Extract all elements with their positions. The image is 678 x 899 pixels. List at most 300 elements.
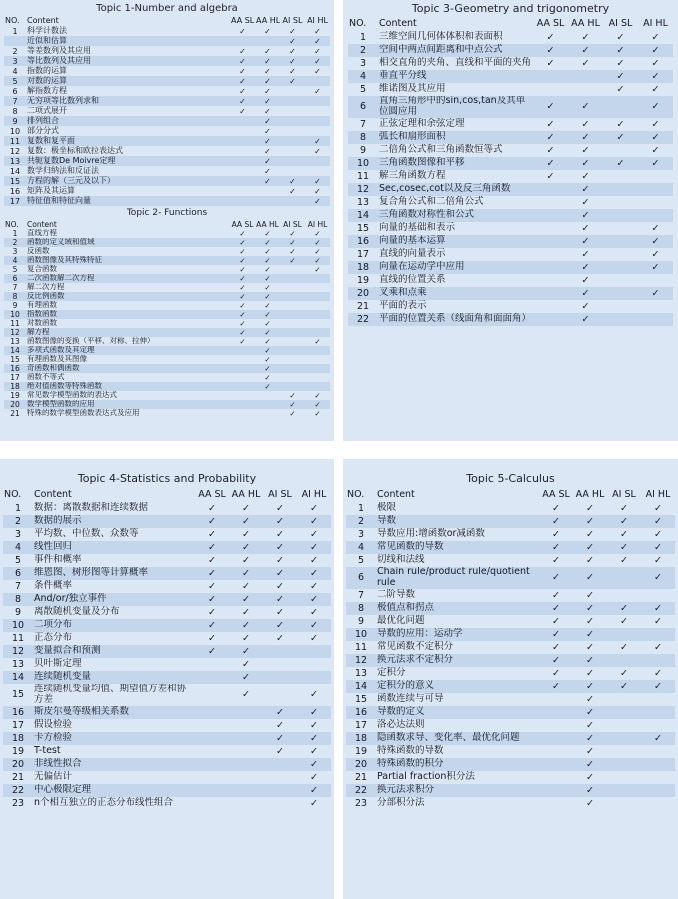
row-number: 7	[357, 589, 365, 601]
check-mark-aa-sl	[533, 222, 568, 235]
check-mark-aa-sl: ✓	[195, 515, 229, 528]
check-mark-aa-hl: ✓	[568, 235, 603, 248]
check-mark-aa-hl: ✓	[581, 170, 590, 182]
check-mark-ai-hl: ✓	[305, 36, 330, 46]
check-mark-ai-hl: ✓	[314, 46, 321, 56]
row-number: 4	[12, 66, 18, 76]
check-mark-ai-hl	[305, 319, 330, 328]
check-mark-aa-sl	[539, 693, 573, 706]
check-mark-ai-hl: ✓	[297, 706, 331, 719]
row-number: 8	[348, 131, 378, 144]
table-row	[346, 541, 675, 554]
check-mark-aa-hl	[255, 36, 280, 46]
row-content: 三角函数图像和平移	[378, 157, 533, 170]
check-mark-ai-hl: ✓	[305, 196, 330, 206]
row-content: 贝叶斯定理	[34, 658, 82, 670]
row-number: 6	[348, 96, 378, 118]
check-mark-aa-sl: ✓	[195, 645, 229, 658]
row-content: 连续随机变量均值、期望值方差和协方差	[34, 684, 187, 705]
check-mark-ai-sl: ✓	[616, 118, 625, 130]
check-mark-ai-hl: ✓	[641, 515, 675, 528]
table-row	[346, 528, 675, 541]
check-mark-aa-sl	[195, 719, 229, 732]
header-no: NO.	[347, 489, 365, 500]
row-number: 16	[346, 706, 376, 719]
check-mark-aa-sl	[230, 355, 255, 364]
table-row	[348, 196, 673, 209]
check-mark-ai-hl	[305, 166, 330, 176]
check-mark-ai-sl: ✓	[263, 732, 297, 745]
check-mark-aa-hl	[229, 771, 263, 784]
check-mark-aa-sl	[539, 706, 573, 719]
check-mark-ai-hl	[297, 671, 331, 684]
row-content: 二倍角公式和三角函数恒等式	[379, 143, 503, 155]
check-mark-aa-sl	[533, 261, 568, 274]
check-mark-aa-hl: ✓	[568, 96, 603, 118]
check-mark-aa-hl	[568, 83, 603, 96]
check-mark-ai-sl: ✓	[607, 515, 641, 528]
check-mark-ai-sl	[607, 797, 641, 810]
row-number: 16	[348, 235, 378, 248]
table-row	[348, 183, 673, 196]
check-mark-ai-sl	[280, 156, 305, 166]
check-mark-aa-sl	[539, 784, 573, 797]
header-ai-sl: AI SL	[283, 219, 302, 229]
row-number: 18	[4, 382, 26, 391]
check-mark-ai-hl: ✓	[310, 771, 318, 783]
check-mark-aa-hl: ✓	[573, 541, 607, 554]
table-row	[3, 580, 331, 593]
row-number: 11	[4, 136, 26, 146]
check-mark-ai-hl	[305, 96, 330, 106]
row-number: 9	[359, 144, 367, 156]
row-content: 特征值和特征向量	[26, 196, 230, 206]
row-number: 15	[11, 689, 25, 701]
check-mark-aa-sl: ✓	[539, 515, 573, 528]
check-mark-aa-sl: ✓	[539, 602, 573, 615]
header-ai-hl: AI HL	[307, 219, 328, 229]
check-mark-ai-sl: ✓	[607, 602, 641, 615]
table-row	[348, 118, 673, 131]
row-number: 18	[3, 732, 33, 745]
row-content: Chain rule/product rule/quotient rule	[376, 567, 539, 589]
check-mark-aa-sl	[195, 658, 229, 671]
row-number: 2	[12, 46, 18, 56]
check-mark-aa-sl: ✓	[208, 633, 216, 644]
check-mark-aa-hl: ✓	[264, 301, 271, 310]
check-mark-aa-sl	[539, 745, 573, 758]
check-mark-aa-hl: ✓	[255, 292, 280, 301]
row-content: 导数	[376, 515, 539, 528]
check-mark-aa-hl: ✓	[255, 346, 280, 355]
table-row	[4, 346, 330, 355]
check-mark-ai-hl: ✓	[310, 797, 318, 809]
check-mark-ai-sl	[280, 196, 305, 206]
check-mark-aa-hl: ✓	[568, 287, 603, 300]
check-mark-ai-hl: ✓	[310, 689, 318, 701]
check-mark-ai-sl	[280, 382, 305, 391]
row-number: 12	[346, 654, 376, 667]
row-content: 向量的基础和表示	[379, 221, 456, 233]
table-row	[3, 732, 331, 745]
topic-5-panel	[343, 459, 678, 899]
table-row	[4, 166, 330, 176]
row-content: 洛必达法则	[377, 718, 425, 730]
check-mark-aa-hl	[229, 784, 263, 797]
row-content: 事件和概率	[34, 554, 82, 566]
row-number: 18	[346, 732, 376, 745]
check-mark-ai-hl: ✓	[314, 146, 321, 156]
check-mark-ai-hl	[297, 645, 331, 658]
header-content: Content	[379, 18, 417, 29]
check-mark-ai-sl	[603, 209, 638, 222]
check-mark-ai-hl: ✓	[297, 593, 331, 606]
check-mark-ai-hl	[641, 784, 675, 797]
row-content: T-test	[34, 744, 61, 756]
check-mark-aa-sl: ✓	[533, 131, 568, 144]
check-mark-ai-hl	[638, 313, 673, 326]
table-row	[4, 116, 330, 126]
row-content: 有理函数及其图像	[27, 355, 87, 364]
check-mark-aa-hl: ✓	[255, 76, 280, 86]
table-row	[346, 706, 675, 719]
row-number: 13	[4, 156, 26, 166]
table-row	[4, 292, 330, 301]
row-content: 复合函数	[27, 265, 57, 274]
row-number: 11	[356, 170, 370, 182]
row-content: 无穷项等比数列求和	[26, 96, 230, 106]
row-content: 等比数列及其应用	[26, 56, 230, 66]
check-mark-aa-hl: ✓	[586, 719, 594, 731]
check-mark-ai-hl	[641, 758, 675, 771]
check-mark-aa-sl	[230, 391, 255, 400]
check-mark-aa-sl: ✓	[539, 680, 573, 693]
check-mark-ai-sl	[603, 144, 638, 157]
table-row	[348, 57, 673, 70]
row-content: 分部积分法	[377, 796, 425, 808]
row-number: 8	[4, 292, 26, 301]
table-row	[346, 680, 675, 693]
check-mark-ai-hl: ✓	[297, 784, 331, 797]
check-mark-ai-sl: ✓	[280, 238, 305, 247]
check-mark-ai-sl	[280, 301, 305, 310]
row-number: 13	[356, 196, 370, 208]
check-mark-ai-sl: ✓	[280, 36, 305, 46]
row-number: 10	[4, 310, 26, 319]
check-mark-ai-hl	[641, 628, 675, 641]
header-aa-hl: AA HL	[231, 489, 261, 500]
check-mark-ai-sl	[607, 784, 641, 797]
check-mark-ai-sl	[280, 166, 305, 176]
table-row	[4, 391, 330, 400]
check-mark-ai-hl: ✓	[651, 84, 660, 95]
table-row	[3, 528, 331, 541]
row-number: 4	[3, 541, 33, 554]
check-mark-aa-sl: ✓	[230, 274, 255, 283]
check-mark-ai-sl	[603, 313, 638, 326]
header-ai-sl: AI SL	[268, 489, 292, 500]
row-number: 11	[10, 319, 20, 328]
row-content: 平面的表示	[379, 299, 427, 311]
check-mark-ai-hl	[641, 693, 675, 706]
check-mark-aa-hl	[229, 706, 263, 719]
table-row	[346, 693, 675, 706]
row-number: 7	[14, 581, 22, 592]
check-mark-aa-hl	[255, 400, 280, 409]
check-mark-ai-hl: ✓	[314, 247, 321, 256]
check-mark-aa-hl: ✓	[573, 654, 607, 667]
table-row	[4, 56, 330, 66]
check-mark-aa-hl: ✓	[229, 671, 263, 684]
check-mark-aa-hl	[229, 745, 263, 758]
table-row	[346, 602, 675, 615]
table-row	[3, 554, 331, 567]
row-number: 16	[3, 706, 33, 719]
check-mark-ai-sl: ✓	[603, 44, 638, 57]
row-number: 5	[4, 76, 26, 86]
row-number: 8	[3, 593, 33, 606]
check-mark-ai-sl: ✓	[607, 541, 641, 554]
row-number: 23	[354, 797, 368, 809]
check-mark-aa-sl: ✓	[546, 144, 555, 156]
check-mark-ai-sl	[280, 373, 305, 382]
row-content: 直角三角形中的sin,cos,tan及其单位圆应用	[378, 96, 533, 118]
table-row	[4, 328, 330, 337]
row-number: 15	[356, 222, 370, 234]
check-mark-ai-sl: ✓	[280, 400, 305, 409]
row-number: 2	[348, 44, 378, 57]
table-row	[3, 719, 331, 732]
check-mark-ai-sl	[607, 693, 641, 706]
check-mark-aa-sl	[195, 745, 229, 758]
table-row	[3, 771, 331, 784]
row-number: 20	[4, 400, 26, 409]
check-mark-ai-sl: ✓	[289, 247, 296, 256]
check-mark-ai-sl: ✓	[276, 745, 284, 757]
check-mark-aa-sl: ✓	[208, 607, 216, 618]
table-row	[4, 274, 330, 283]
check-mark-aa-sl	[539, 771, 573, 784]
check-mark-aa-hl: ✓	[586, 589, 594, 601]
row-content: 正态分布	[34, 632, 73, 644]
check-mark-aa-hl: ✓	[242, 607, 250, 618]
row-content: 排列组合	[26, 116, 230, 126]
check-mark-aa-sl: ✓	[208, 503, 216, 514]
check-mark-aa-hl: ✓	[586, 693, 594, 705]
check-mark-ai-sl	[603, 235, 638, 248]
row-content: 部分分式	[27, 126, 59, 136]
row-number: 19	[356, 274, 370, 286]
table-row	[348, 248, 673, 261]
row-content: 中心极限定理	[33, 784, 195, 797]
row-content: And/or/独立事件	[33, 593, 195, 606]
row-number: 4	[346, 541, 376, 554]
check-mark-ai-hl	[305, 116, 330, 126]
check-mark-ai-sl: ✓	[280, 56, 305, 66]
row-content: 函数图像的变换（平移、对称、拉伸）	[27, 337, 155, 346]
check-mark-aa-hl: ✓	[255, 238, 280, 247]
row-content: 方程的解（三元及以下）	[26, 176, 230, 186]
check-mark-aa-hl: ✓	[581, 248, 590, 260]
check-mark-aa-sl	[533, 300, 568, 313]
check-mark-aa-sl	[230, 409, 255, 418]
header-content: Content	[27, 219, 57, 229]
check-mark-ai-hl: ✓	[297, 758, 331, 771]
table-row	[348, 144, 673, 157]
row-content: 矩阵及其运算	[27, 186, 75, 196]
check-mark-aa-hl: ✓	[229, 515, 263, 528]
header-ai-hl: AI HL	[645, 489, 671, 500]
row-content: 定积分的意义	[376, 680, 539, 693]
check-mark-ai-hl: ✓	[310, 633, 318, 644]
check-mark-aa-sl	[230, 126, 255, 136]
row-number: 1	[14, 503, 22, 514]
check-mark-ai-sl: ✓	[276, 529, 284, 540]
check-mark-aa-sl: ✓	[230, 310, 255, 319]
check-mark-aa-hl: ✓	[573, 567, 607, 589]
check-mark-ai-hl	[305, 301, 330, 310]
header-content: Content	[34, 489, 72, 500]
check-mark-ai-hl: ✓	[638, 96, 673, 118]
topic-5-rows	[346, 502, 675, 810]
table-row	[4, 355, 330, 364]
row-content: 数学模型函数的应用	[26, 400, 230, 409]
row-number: 5	[357, 555, 365, 566]
row-content: 变量拟合和预测	[33, 645, 195, 658]
row-content: 线性回归	[33, 541, 195, 554]
check-mark-aa-hl: ✓	[255, 274, 280, 283]
row-content: 换元法求积分	[376, 784, 539, 797]
check-mark-ai-hl	[305, 283, 330, 292]
check-mark-aa-sl	[230, 156, 255, 166]
table-row	[346, 719, 675, 732]
row-content: 空间中两点间距离和中点公式	[378, 44, 533, 57]
table-row	[4, 373, 330, 382]
table-row	[346, 667, 675, 680]
check-mark-ai-hl: ✓	[297, 732, 331, 745]
row-content: 奇函数和偶函数	[26, 364, 230, 373]
row-number: 15	[354, 693, 368, 705]
check-mark-aa-hl: ✓	[581, 196, 590, 208]
check-mark-aa-sl	[195, 671, 229, 684]
table-row	[348, 313, 673, 326]
row-number: 12	[9, 146, 21, 156]
row-number: 2	[3, 515, 33, 528]
check-mark-aa-hl	[255, 186, 280, 196]
check-mark-aa-sl	[195, 684, 229, 706]
check-mark-ai-sl	[280, 328, 305, 337]
table-row	[4, 382, 330, 391]
check-mark-aa-hl: ✓	[264, 373, 271, 382]
check-mark-ai-sl: ✓	[263, 515, 297, 528]
row-number: 17	[11, 719, 25, 731]
row-number: 15	[10, 355, 20, 364]
check-mark-ai-sl	[280, 274, 305, 283]
check-mark-ai-hl: ✓	[641, 602, 675, 615]
check-mark-aa-sl	[230, 116, 255, 126]
check-mark-aa-hl: ✓	[568, 209, 603, 222]
header-ai-hl: AI HL	[301, 489, 327, 500]
check-mark-ai-hl	[305, 274, 330, 283]
row-content: 斯皮尔曼等级相关系数	[33, 706, 195, 719]
row-content: 叉乘和点乘	[378, 287, 533, 300]
check-mark-aa-hl	[255, 409, 280, 418]
check-mark-ai-hl: ✓	[651, 118, 660, 130]
check-mark-ai-sl: ✓	[263, 593, 297, 606]
row-number: 9	[4, 116, 26, 126]
check-mark-ai-hl: ✓	[310, 581, 318, 592]
check-mark-ai-hl: ✓	[654, 641, 662, 653]
table-row	[348, 222, 673, 235]
table-row	[4, 36, 330, 46]
row-number: 9	[12, 301, 18, 310]
check-mark-ai-sl: ✓	[276, 633, 284, 644]
check-mark-aa-sl: ✓	[230, 96, 255, 106]
header-no: NO.	[5, 219, 19, 229]
row-content: 直线方程	[27, 229, 57, 238]
row-content: 复数和复平面	[26, 136, 230, 146]
check-mark-ai-sl	[280, 319, 305, 328]
row-number: 14	[4, 346, 26, 355]
check-mark-aa-sl: ✓	[230, 292, 255, 301]
row-number: 17	[10, 373, 20, 382]
check-mark-ai-hl: ✓	[638, 287, 673, 300]
table-row	[346, 745, 675, 758]
check-mark-ai-sl: ✓	[620, 667, 628, 679]
row-content: Partial fraction积分法	[377, 770, 475, 782]
row-content: 导数的应用：运动学	[376, 628, 539, 641]
check-mark-aa-sl	[539, 732, 573, 745]
check-mark-aa-hl	[229, 797, 263, 810]
check-mark-aa-hl: ✓	[242, 659, 250, 670]
check-mark-ai-sl: ✓	[289, 391, 296, 400]
check-mark-aa-sl	[195, 784, 229, 797]
check-mark-aa-sl: ✓	[230, 256, 255, 265]
row-content: 卡方检验	[33, 732, 195, 745]
table-row	[348, 300, 673, 313]
check-mark-aa-hl: ✓	[581, 144, 590, 156]
check-mark-aa-sl	[533, 313, 568, 326]
check-mark-ai-sl: ✓	[263, 541, 297, 554]
check-mark-aa-hl: ✓	[581, 32, 590, 43]
check-mark-ai-sl	[603, 248, 638, 261]
check-mark-aa-hl: ✓	[229, 619, 263, 632]
check-mark-aa-sl: ✓	[239, 247, 246, 256]
check-mark-aa-sl	[230, 146, 255, 156]
table-row	[3, 671, 331, 684]
check-mark-ai-hl	[305, 346, 330, 355]
row-number: 17	[4, 196, 26, 206]
check-mark-aa-hl: ✓	[264, 146, 271, 156]
table-row	[4, 126, 330, 136]
check-mark-aa-hl: ✓	[586, 615, 594, 627]
row-number: 6	[346, 567, 376, 589]
table-row	[348, 274, 673, 287]
row-number: 4	[348, 70, 378, 83]
check-mark-aa-hl: ✓	[255, 116, 280, 126]
row-content: 常见函数的导数	[376, 541, 539, 554]
check-mark-aa-hl: ✓	[264, 319, 271, 328]
check-mark-aa-sl	[533, 287, 568, 300]
check-mark-ai-hl: ✓	[641, 541, 675, 554]
table-row	[4, 46, 330, 56]
row-content: 非线性拟合	[33, 758, 195, 771]
row-content: 极值点和拐点	[376, 602, 539, 615]
check-mark-ai-sl	[263, 771, 297, 784]
row-number: 8	[346, 602, 376, 615]
check-mark-aa-sl: ✓	[552, 503, 560, 514]
table-row	[4, 301, 330, 310]
